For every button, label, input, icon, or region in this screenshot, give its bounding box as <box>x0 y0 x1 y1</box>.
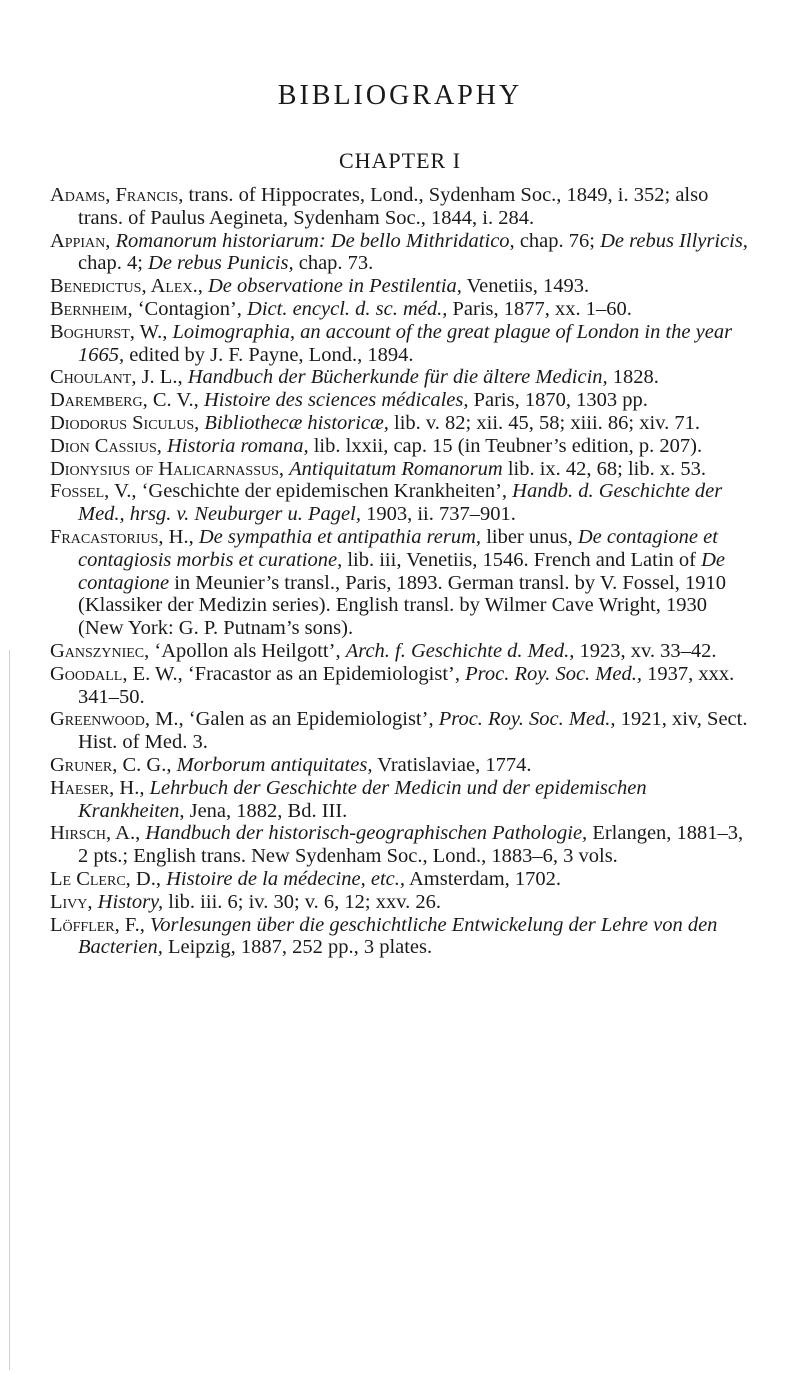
entry-author: Fossel, V., <box>50 480 137 503</box>
bibliography-entry <box>50 298 750 321</box>
entry-author: Dionysius of Halicarnassus, <box>50 457 285 480</box>
entry-author: Daremberg, C. V., <box>50 389 199 412</box>
entry-citation: Bibliothecæ historicæ, lib. v. 82; xii. 45, 58; xiii. 86; xiv. 71. <box>204 411 700 434</box>
entry-author: Appian, <box>50 229 111 252</box>
bibliography-entry <box>50 891 750 914</box>
entry-citation: Romanorum historiarum: De bello Mithridatico, chap. 76; De rebus Illyricis, chap. 4; De rebus Punicis, chap. 73. <box>78 229 748 275</box>
entry-author: Benedictus, Alex., <box>50 275 203 298</box>
entry-citation: trans. of Hippocrates, Lond., Sydenham Soc., 1849, i. 352; also trans. of Paulus Aegineta, Sydenham Soc., 1844, i. 284. <box>78 184 709 229</box>
entry-author: Hirsch, A., <box>50 822 141 845</box>
entry-citation: History, lib. iii. 6; iv. 30; v. 6, 12; xxv. 26. <box>97 890 442 913</box>
scan-margin-line <box>9 650 10 1370</box>
bibliography-entry <box>50 914 750 960</box>
entry-citation: De sympathia et antipathia rerum, liber unus, De contagione et contagiosis morbis et curatione, lib. iii, Venetiis, 1546. French and Latin of De contagione in Meunier’s transl., Paris, 1893. German transl. by V. Fossel, 1910 (Klassiker der Medizin series). English transl. by Wilmer Cave Wright, 1930 (New York: G. P. Putnam’s sons). <box>78 525 726 640</box>
bibliography-entry <box>50 184 750 230</box>
entry-citation: Lehrbuch der Geschichte der Medicin und der epidemischen Krankheiten, Jena, 1882, Bd. III. <box>78 776 647 822</box>
bibliography-entry <box>50 708 750 754</box>
entry-author: Livy, <box>50 890 93 913</box>
bibliography-entry <box>50 275 750 298</box>
bibliography-entry <box>50 868 750 891</box>
entry-author: Goodall, E. W., <box>50 662 183 685</box>
entry-citation: Historia romana, lib. lxxii, cap. 15 (in Teubner’s edition, p. 207). <box>166 434 703 457</box>
entry-citation: Histoire de la médecine, etc., Amsterdam, 1702. <box>166 867 562 890</box>
bibliography-entry <box>50 230 750 276</box>
bibliography-list <box>50 184 750 959</box>
bibliography-entry <box>50 822 750 868</box>
entry-citation: Histoire des sciences médicales, Paris, 1870, 1303 pp. <box>203 389 648 412</box>
entry-citation: ‘Apollon als Heilgott’, Arch. f. Geschichte d. Med., 1923, xv. 33–42. <box>149 639 717 662</box>
bibliography-entry <box>50 777 750 823</box>
entry-citation: Handbuch der historisch-geographischen Pathologie, Erlangen, 1881–3, 2 pts.; English trans. New Sydenham Soc., Lond., 1883–6, 3 vols. <box>78 822 744 868</box>
entry-citation: ‘Contagion’, Dict. encycl. d. sc. méd., Paris, 1877, xx. 1–60. <box>132 297 632 320</box>
page-title: BIBLIOGRAPHY <box>277 80 523 111</box>
entry-author: Adams, Francis, <box>50 184 184 206</box>
bibliography-entry <box>50 458 750 481</box>
entry-citation: Loimographia, an account of the great plague of London in the year 1665, edited by J. F. Payne, Lond., 1894. <box>78 320 733 366</box>
entry-author: Fracastorius, H., <box>50 525 194 548</box>
entry-author: Haeser, H., <box>50 776 145 799</box>
entry-author: Bernheim, <box>50 297 133 320</box>
bibliography-entry <box>50 480 750 526</box>
bibliography-entry <box>50 435 750 458</box>
entry-author: Gruner, C. G., <box>50 753 172 776</box>
bibliography-entry <box>50 663 750 709</box>
chapter-heading: CHAPTER I <box>338 148 462 173</box>
bibliography-entry <box>50 321 750 367</box>
entry-author: Greenwood, M., <box>50 708 184 731</box>
entry-author: Boghurst, W., <box>50 320 168 343</box>
entry-citation: ‘Geschichte der epidemischen Krankheiten’, Handb. d. Geschichte der Med., hrsg. v. Neuburger u. Pagel, 1903, ii. 737–901. <box>78 480 723 526</box>
bibliography-entry <box>50 640 750 663</box>
bibliography-entry <box>50 754 750 777</box>
entry-citation: De observatione in Pestilentia, Venetiis, 1493. <box>207 275 590 298</box>
bibliography-entry <box>50 366 750 389</box>
entry-citation: Handbuch der Bücherkunde für die ältere Medicin, 1828. <box>187 366 659 389</box>
entry-author: Dion Cassius, <box>50 434 162 457</box>
entry-author: Choulant, J. L., <box>50 366 183 389</box>
entry-citation: ‘Galen as an Epidemiologist’, Proc. Roy. Soc. Med., 1921, xiv, Sect. Hist. of Med. 3. <box>78 708 748 754</box>
entry-author: Le Clerc, D., <box>50 867 161 890</box>
entry-author: Ganszyniec, <box>50 639 150 662</box>
entry-citation: Vorlesungen über die geschichtliche Entwickelung der Lehre von den Bacterien, Leipzig, 1887, 252 pp., 3 plates. <box>78 913 718 959</box>
bibliography-entry <box>50 389 750 412</box>
entry-citation: Antiquitatum Romanorum lib. ix. 42, 68; lib. x. 53. <box>289 457 707 480</box>
bibliography-entry <box>50 412 750 435</box>
entry-author: Diodorus Siculus, <box>50 411 200 434</box>
entry-citation: Morborum antiquitates, Vratislaviae, 1774. <box>176 753 532 776</box>
entry-author: Löffler, F., <box>50 913 145 936</box>
entry-citation: ‘Fracastor as an Epidemiologist’, Proc. Roy. Soc. Med., 1937, xxx. 341–50. <box>78 662 735 708</box>
bibliography-entry <box>50 526 750 640</box>
